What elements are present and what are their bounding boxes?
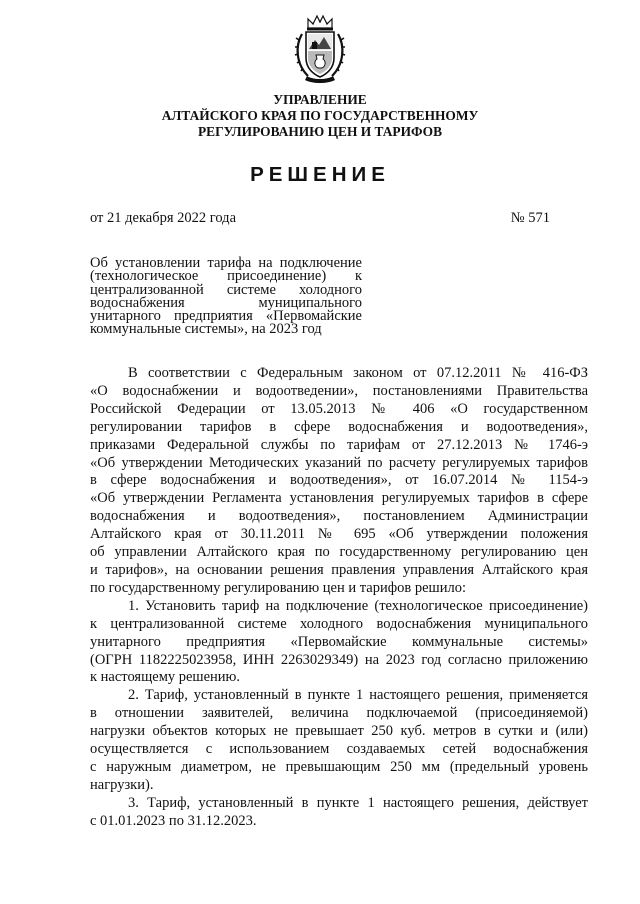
body-line: регулировании тарифов в сфере водоснабжения и водоотведения», [90, 418, 588, 435]
body-line: по государственному регулированию цен и тарифов решило: [90, 579, 466, 596]
clause-1-line: к настоящему решению. [90, 669, 241, 686]
clause-2-line: в отношении заявителей, величина подключаемой (присоединяемой) [90, 705, 588, 722]
subject-line: (технологическое присоединение) к [90, 268, 362, 285]
document-number: № 571 [510, 210, 550, 226]
authority-line-1: УПРАВЛЕНИЕ [273, 92, 367, 107]
subject-line: Об установлении тарифа на подключение [90, 255, 362, 271]
clause-1-line: (ОГРН 1182225023958, ИНН 2263029349) на 2023 год согласно приложению [90, 651, 588, 668]
body-line: В соответствии с Федеральным законом от 07.12.2011 № 416-ФЗ [128, 365, 588, 381]
issuing-authority [0, 92, 640, 140]
body-line: об управлении Алтайского края по государственному регулированию цен [90, 544, 588, 561]
clause-3-line: с 01.01.2023 по 31.12.2023. [90, 812, 257, 829]
body-line: в сфере водоснабжения и водоотведения», от 16.07.2014 № 1154-э [90, 472, 588, 489]
body-line: «О водоснабжении и водоотведении», постановлениями Правительства [90, 382, 588, 399]
clause-2-line: с наружным диаметром, не превышающим 250 мм (предельный уровень [90, 758, 588, 775]
clause-3-line: 3. Тариф, установленный в пункте 1 настоящего решения, действует [128, 794, 588, 811]
subject-line: унитарного предприятия «Первомайские [90, 308, 362, 325]
body-line: «Об утверждении Методических указаний по расчету регулируемых тарифов [90, 454, 588, 471]
document-subject [90, 257, 362, 337]
clause-1-line: унитарного предприятия «Первомайские коммунальные системы» [90, 633, 588, 650]
altai-krai-coat-of-arms-icon [293, 14, 347, 88]
clause-2-line: нагрузки). [90, 776, 154, 793]
subject-line: коммунальные системы», на 2023 год [90, 321, 322, 338]
document-date: от 21 декабря 2022 года [90, 210, 236, 226]
body-line: Алтайского края от 30.11.2011 № 695 «Об утверждении положения [90, 526, 588, 543]
clause-2-line: 2. Тариф, установленный в пункте 1 настоящего решения, применяется [128, 687, 588, 704]
document-type-title: РЕШЕНИЕ [250, 163, 390, 186]
body-line: приказами Федеральной службы по тарифам от 27.12.2013 № 1746-э [90, 436, 588, 453]
subject-line: водоснабжения муниципального [90, 294, 362, 311]
body-line: и тарифов», на основании решения правления управления Алтайского края [90, 561, 588, 578]
body-line: Российской Федерации от 13.05.2013 № 406 «О государственном [90, 400, 588, 417]
authority-line-2: АЛТАЙСКОГО КРАЯ ПО ГОСУДАРСТВЕННОМУ [161, 108, 479, 123]
clause-2-line: нагрузки объектов которых не превышает 250 куб. метров в сутки и (или) [90, 723, 588, 740]
document-body [90, 365, 588, 831]
authority-line-3: РЕГУЛИРОВАНИЮ ЦЕН И ТАРИФОВ [197, 124, 443, 139]
body-line: «Об утверждении Регламента установления регулируемых тарифов в сфере [90, 490, 588, 507]
clause-2-line: осуществляется с использованием создаваемых сетей водоснабжения [90, 741, 588, 758]
clause-1-line: к централизованной системе холодного водоснабжения муниципального [90, 615, 588, 632]
clause-1-line: 1. Установить тариф на подключение (технологическое присоединение) [128, 597, 588, 614]
subject-line: централизованной системе холодного [90, 281, 362, 298]
body-line: водоснабжения и водоотведения», постановлением Администрации [90, 508, 588, 525]
